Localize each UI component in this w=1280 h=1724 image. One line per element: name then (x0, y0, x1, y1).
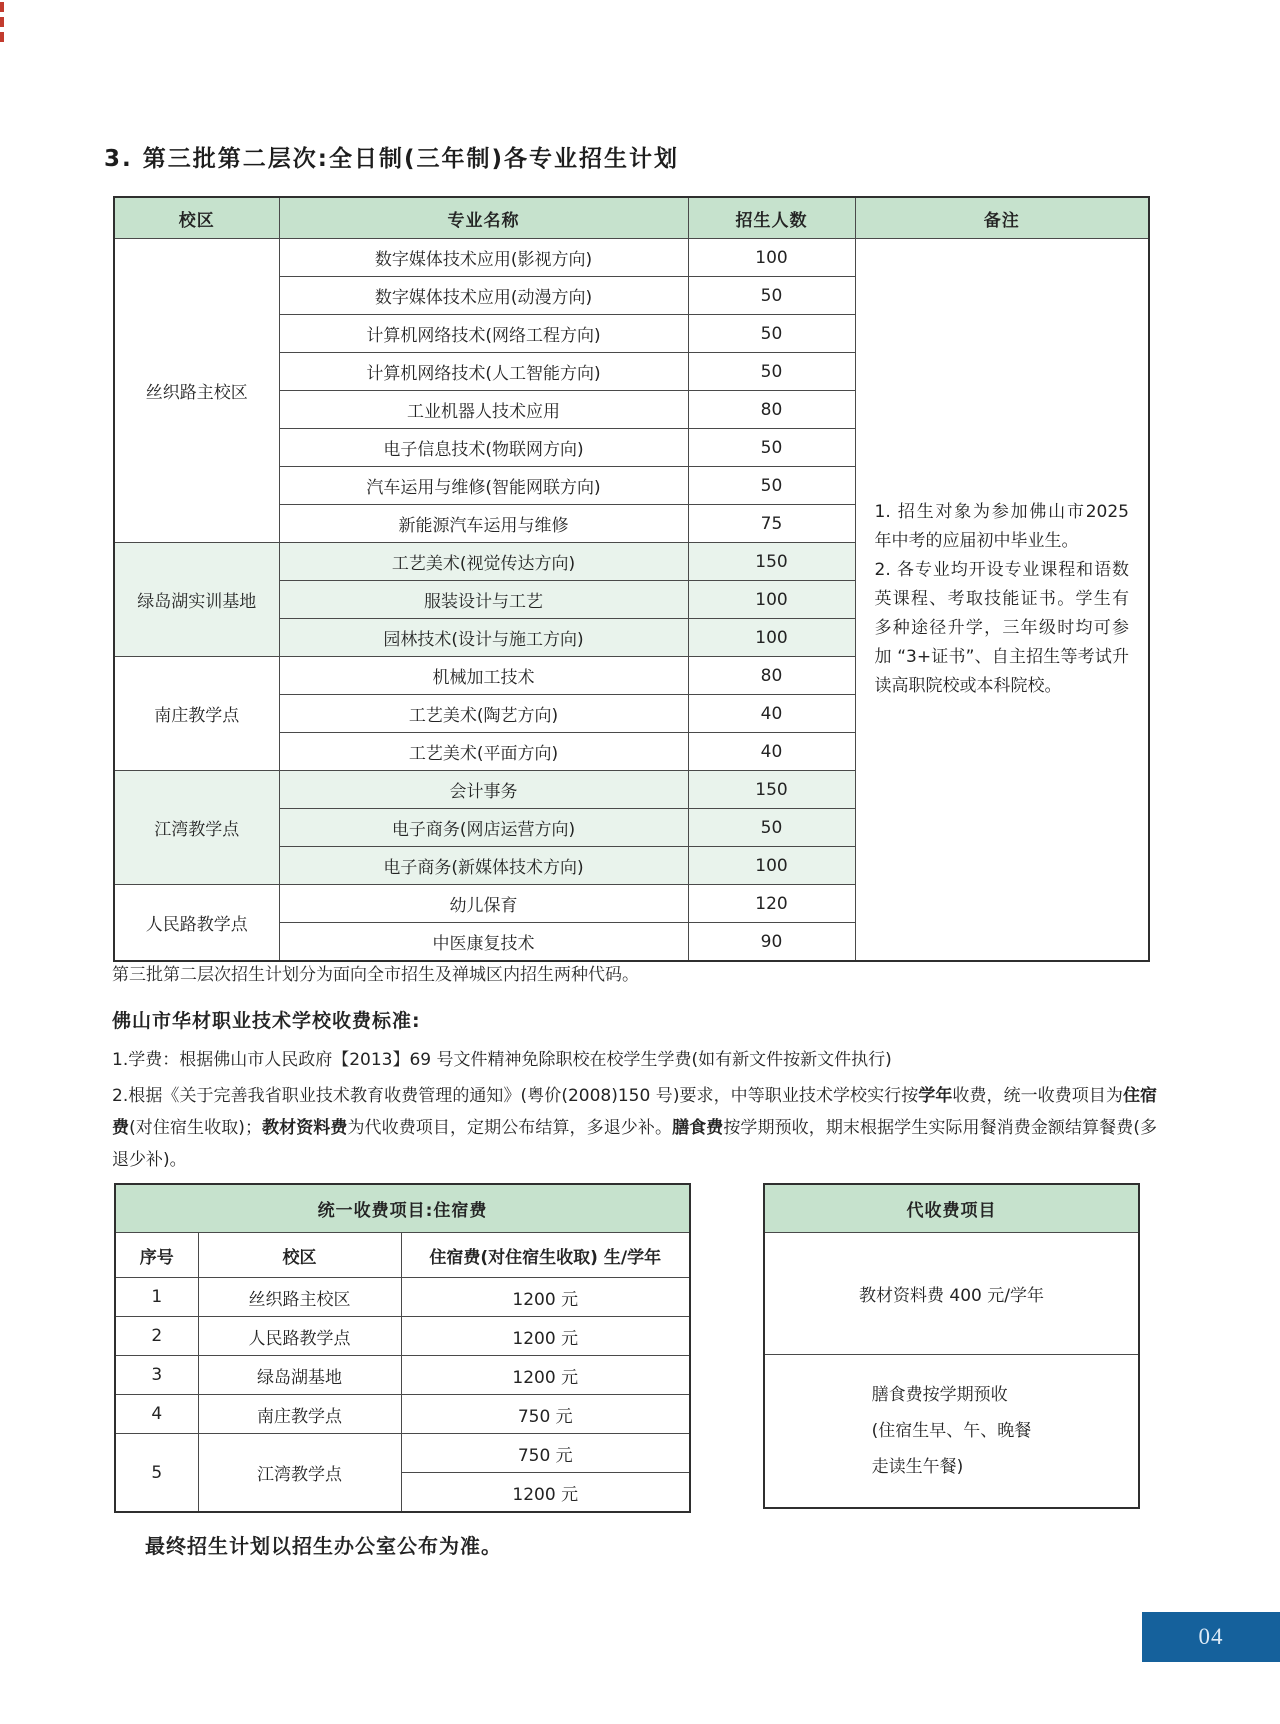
fee-table-title: 代收费项目 (764, 1184, 1139, 1233)
no-cell: 1 (115, 1278, 198, 1317)
collected-fees-table (763, 1183, 1140, 1509)
major-cell: 工业机器人技术应用 (279, 391, 688, 429)
major-cell: 工艺美术(视觉传达方向) (279, 543, 688, 581)
major-cell: 数字媒体技术应用(动漫方向) (279, 277, 688, 315)
page-number-badge (1142, 1612, 1280, 1662)
campus-cell: 南庄教学点 (198, 1395, 401, 1434)
table-header-row (115, 1233, 690, 1278)
major-cell: 工艺美术(平面方向) (279, 733, 688, 771)
header-campus: 校区 (198, 1233, 401, 1278)
table-row (115, 1356, 690, 1395)
table-row (764, 1355, 1139, 1509)
campus-cell: 江湾教学点 (198, 1434, 401, 1513)
text-segment: 按学期预收，期末根据学生实际用餐消费金额结算餐费(多退少补)。 (112, 1118, 1158, 1170)
header-count: 招生人数 (688, 197, 855, 239)
major-cell: 工艺美术(陶艺方向) (279, 695, 688, 733)
header-campus: 校区 (114, 197, 279, 239)
text-segment: (对住宿生收取)； (129, 1118, 262, 1138)
page-number: 04 (1198, 1624, 1224, 1649)
table-footnote: 第三批第二层次招生计划分为面向全市招生及禅城区内招生两种代码。 (112, 965, 639, 985)
text-segment: 膳食费 (672, 1118, 724, 1138)
header-remark: 备注 (855, 197, 1149, 239)
count-cell: 40 (688, 695, 855, 733)
major-cell: 电子商务(网店运营方向) (279, 809, 688, 847)
major-cell: 新能源汽车运用与维修 (279, 505, 688, 543)
fee-table-title: 统一收费项目:住宿费 (115, 1184, 690, 1233)
fee-cell: 1200 元 (401, 1278, 690, 1317)
fee-cell: 750 元 (401, 1395, 690, 1434)
count-cell: 40 (688, 733, 855, 771)
no-cell: 2 (115, 1317, 198, 1356)
header-fee: 住宿费(对住宿生收取) 生/学年 (401, 1233, 690, 1278)
materials-fee-cell: 教材资料费 400 元/学年 (764, 1233, 1139, 1355)
scan-artifact (0, 2, 4, 46)
count-cell: 50 (688, 809, 855, 847)
fee-cell: 1200 元 (401, 1473, 690, 1513)
count-cell: 90 (688, 923, 855, 962)
count-cell: 120 (688, 885, 855, 923)
table-title-row (115, 1184, 690, 1233)
fee-cell: 1200 元 (401, 1317, 690, 1356)
campus-cell: 南庄教学点 (114, 657, 279, 771)
major-cell: 服装设计与工艺 (279, 581, 688, 619)
table-row (115, 1395, 690, 1434)
campus-cell: 人民路教学点 (198, 1317, 401, 1356)
count-cell: 100 (688, 847, 855, 885)
text-segment: 住宿费 (112, 1086, 1158, 1138)
count-cell: 80 (688, 657, 855, 695)
text-segment: 收费，统一收费项目为 (952, 1086, 1123, 1106)
major-cell: 幼儿保育 (279, 885, 688, 923)
major-cell: 计算机网络技术(人工智能方向) (279, 353, 688, 391)
count-cell: 75 (688, 505, 855, 543)
count-cell: 100 (688, 239, 855, 277)
table-row (764, 1233, 1139, 1355)
text-segment: 2.根据《关于完善我省职业技术教育收费管理的通知》(粤价(2008)150 号)要求，中等职业技术学校实行按 (112, 1086, 919, 1106)
count-cell: 50 (688, 315, 855, 353)
major-cell: 计算机网络技术(网络工程方向) (279, 315, 688, 353)
table-row (114, 239, 1149, 277)
count-cell: 100 (688, 619, 855, 657)
fee-cell: 1200 元 (401, 1356, 690, 1395)
count-cell: 50 (688, 277, 855, 315)
table-title-row (764, 1184, 1139, 1233)
no-cell: 5 (115, 1434, 198, 1513)
major-cell: 机械加工技术 (279, 657, 688, 695)
meal-fee-line: 膳食费按学期预收 (871, 1385, 1008, 1405)
header-no: 序号 (115, 1233, 198, 1278)
count-cell: 50 (688, 467, 855, 505)
fee-cell: 750 元 (401, 1434, 690, 1473)
no-cell: 3 (115, 1356, 198, 1395)
enrollment-table (113, 196, 1150, 962)
text-segment: 学年 (918, 1086, 953, 1106)
count-cell: 150 (688, 771, 855, 809)
campus-cell: 绿岛湖实训基地 (114, 543, 279, 657)
count-cell: 100 (688, 581, 855, 619)
table-row (115, 1278, 690, 1317)
remark-cell (855, 239, 1149, 962)
header-major: 专业名称 (279, 197, 688, 239)
footer-note: 最终招生计划以招生办公室公布为准。 (145, 1534, 502, 1558)
meal-fee-line: 走读生午餐) (871, 1457, 964, 1477)
count-cell: 80 (688, 391, 855, 429)
fees-heading: 佛山市华材职业技术学校收费标准: (112, 1010, 421, 1032)
table-row (115, 1317, 690, 1356)
major-cell: 汽车运用与维修(智能网联方向) (279, 467, 688, 505)
campus-cell: 绿岛湖基地 (198, 1356, 401, 1395)
fees-paragraph-2 (112, 1080, 1157, 1176)
major-cell: 电子信息技术(物联网方向) (279, 429, 688, 467)
section-title: 3. 第三批第二层次:全日制(三年制)各专业招生计划 (104, 146, 679, 172)
count-cell: 150 (688, 543, 855, 581)
table-row (115, 1434, 690, 1473)
major-cell: 中医康复技术 (279, 923, 688, 962)
fees-paragraph-1: 1.学费：根据佛山市人民政府【2013】69 号文件精神免除职校在校学生学费(如有新文件按新文件执行) (112, 1050, 892, 1070)
no-cell: 4 (115, 1395, 198, 1434)
major-cell: 电子商务(新媒体技术方向) (279, 847, 688, 885)
remark-paragraph: 1. 招生对象为参加佛山市2025 年中考的应届初中毕业生。 (874, 502, 1129, 551)
major-cell: 园林技术(设计与施工方向) (279, 619, 688, 657)
count-cell: 50 (688, 353, 855, 391)
campus-cell: 人民路教学点 (114, 885, 279, 962)
text-segment: 为代收费项目，定期公布结算，多退少补。 (347, 1118, 673, 1138)
accommodation-fee-table (114, 1183, 691, 1513)
count-cell: 50 (688, 429, 855, 467)
meal-fee-line: (住宿生早、午、晚餐 (871, 1421, 1032, 1441)
text-segment: 教材资料费 (261, 1118, 348, 1138)
major-cell: 数字媒体技术应用(影视方向) (279, 239, 688, 277)
meal-fee-cell (764, 1355, 1139, 1509)
meal-fee-lines (872, 1377, 1032, 1485)
campus-cell: 江湾教学点 (114, 771, 279, 885)
table-header-row (114, 197, 1149, 239)
major-cell: 会计事务 (279, 771, 688, 809)
campus-cell: 丝织路主校区 (198, 1278, 401, 1317)
remark-paragraph: 2. 各专业均开设专业课程和语数英课程、考取技能证书。学生有多种途径升学，三年级时均可参加 “3+证书”、自主招生等考试升读高职院校或本科院校。 (874, 560, 1129, 696)
campus-cell: 丝织路主校区 (114, 239, 279, 543)
